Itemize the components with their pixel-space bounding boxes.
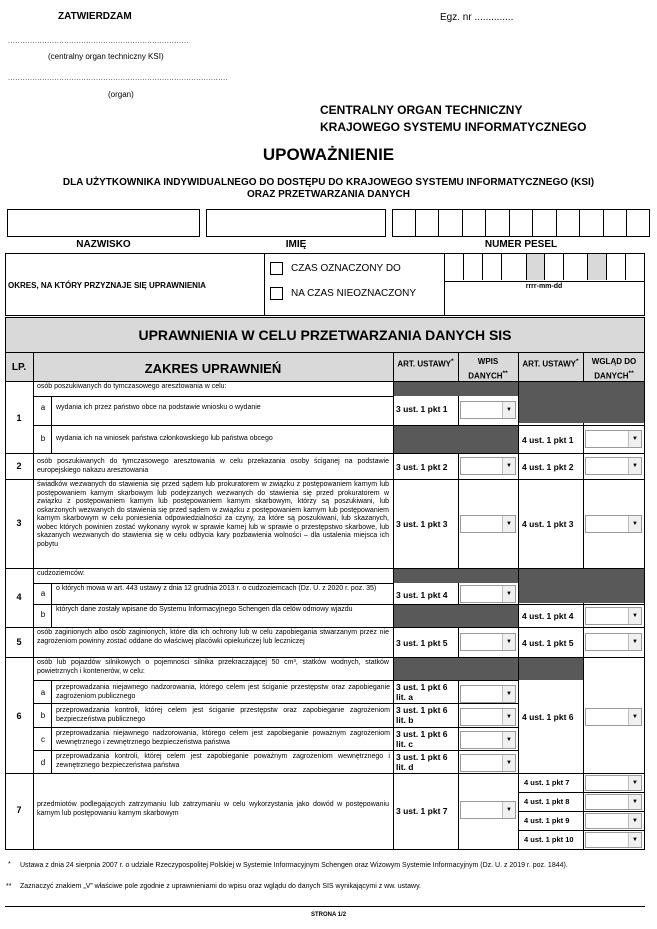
- row-7-text: przedmiotów podlegających zatrzymaniu lub zatrzymaniu w celu wykorzystania jako dowód w postępowaniu karnym lub postępowaniu karnym skarbowym: [37, 801, 389, 817]
- page-number: STRONA 1/2: [310, 912, 347, 918]
- row-7-view-dropdown-d[interactable]: [585, 832, 642, 848]
- chevron-down-icon: ▼: [502, 732, 515, 748]
- row-4a-art: 3 ust. 1 pkt 4: [396, 590, 448, 600]
- col-scope-header: ZAKRES UPRAWNIEŃ: [144, 361, 282, 376]
- row-6-letter-b: b: [40, 711, 46, 720]
- col-entry-header: WPIS DANYCH**: [468, 357, 508, 381]
- row-7-art2d: 4 ust. 1 pkt 10: [524, 835, 574, 844]
- row-3-art1: 3 ust. 1 pkt 3: [396, 519, 448, 529]
- row-6-letter-d: d: [40, 758, 46, 767]
- row-4-lp: 4: [16, 592, 22, 602]
- row-7-lp: 7: [16, 805, 22, 815]
- row-1-lp: 1: [16, 413, 22, 423]
- chevron-down-icon: ▼: [502, 634, 515, 650]
- row-2-view-dropdown[interactable]: [585, 457, 642, 475]
- row-3-view-dropdown[interactable]: [585, 515, 642, 533]
- row-1b-art: 4 ust. 1 pkt 1: [522, 435, 574, 445]
- row-7-entry-dropdown[interactable]: [460, 801, 516, 819]
- subtitle-line-1: DLA UŻYTKOWNIKA INDYWIDUALNEGO DO DOSTĘPU DO KRAJOWEGO SYSTEMU INFORMATYCZNEGO (KSI): [62, 177, 595, 188]
- chevron-down-icon: ▼: [628, 795, 641, 809]
- row-6d-text: przeprowadzania kontroli, której celem jest zapobieganie poważnym zagrożeniom wewnętrznego i zewnętrznego bezpieczeństwa państwa: [56, 753, 390, 769]
- row-7-view-dropdown-b[interactable]: [585, 794, 642, 810]
- copy-number: Egz. nr ..............: [440, 12, 514, 23]
- row-6a-entry-dropdown[interactable]: [460, 685, 516, 703]
- row-6b-art: 3 ust. 1 pkt 6 lit. b: [396, 705, 448, 725]
- row-2-art1: 3 ust. 1 pkt 2: [396, 462, 448, 472]
- fixed-term-checkbox[interactable]: [270, 262, 283, 275]
- row-7-art2a: 4 ust. 1 pkt 7: [524, 778, 570, 787]
- row-4a-text: o których mowa w art. 443 ustawy z dnia 12 grudnia 2013 r. o cudzoziemcach (Dz. U. z 2020 r. poz. 35): [56, 585, 377, 592]
- row-6d-entry-dropdown[interactable]: [460, 754, 516, 772]
- caption-organ: (organ): [108, 90, 134, 99]
- row-4a-entry-dropdown[interactable]: [460, 585, 516, 603]
- row-6b-text: przeprowadzania kontroli, której celem jest ściganie przestępstw oraz zapobieganie zagrożeniom bezpieczeństwa publicznego: [56, 707, 390, 723]
- surname-field[interactable]: [7, 209, 200, 237]
- approve-label: ZATWIERDZAM: [58, 11, 132, 22]
- row-6-lp: 6: [16, 711, 22, 721]
- row-5-lp: 5: [16, 637, 22, 647]
- chevron-down-icon: ▼: [502, 402, 515, 418]
- dots-line-2: ..........................................................................................: [8, 75, 229, 82]
- footnote-2: Zaznaczyć znakiem „V” właściwe pole zgodnie z uprawnieniami do wpisu oraz wglądu do danych SIS wynikającymi z ww. ustawy.: [20, 883, 421, 890]
- row-4b-text: których dane zostały wpisane do Systemu Informacyjnego Schengen dla celów odmowy wjazdu: [56, 606, 353, 613]
- row-2-entry-dropdown[interactable]: [460, 457, 516, 475]
- row-2-lp: 2: [16, 461, 22, 471]
- fixed-term-label: CZAS OZNACZONY DO: [291, 263, 401, 274]
- col-art2-header: ART. USTAWY*: [522, 358, 579, 369]
- name-field[interactable]: [206, 209, 386, 237]
- document-title: UPOWAŻNIENIE: [262, 145, 395, 164]
- chevron-down-icon: ▼: [502, 516, 515, 532]
- row-6-text: osób lub pojazdów silnikowych o pojemności silnika przekraczającej 50 cm³, statków wodnych, statków powietrznych i kontenerów, w celu:: [37, 659, 389, 675]
- row-3-lp: 3: [16, 518, 22, 528]
- row-6c-art: 3 ust. 1 pkt 6 lit. c: [396, 729, 448, 749]
- row-6b-entry-dropdown[interactable]: [460, 708, 516, 726]
- row-1b-text: wydania ich na wniosek państwa członkowskiego lub państwa obcego: [56, 435, 273, 442]
- row-3-art2: 4 ust. 1 pkt 3: [522, 519, 574, 529]
- row-4b-view-dropdown[interactable]: [585, 607, 642, 625]
- table-title: UPRAWNIENIA W CELU PRZETWARZANIA DANYCH SIS: [138, 327, 512, 343]
- caption-central-organ: (centralny organ techniczny KSI): [48, 52, 164, 61]
- col-view-header: WGLĄD DO DANYCH**: [591, 357, 637, 381]
- row-5-view-dropdown[interactable]: [585, 633, 642, 651]
- chevron-down-icon: ▼: [628, 709, 641, 725]
- col-lp-header: LP.: [11, 362, 27, 373]
- chevron-down-icon: ▼: [502, 802, 515, 818]
- chevron-down-icon: ▼: [502, 709, 515, 725]
- row-2-text: osób poszukiwanych do tymczasowego aresztowania w celu przekazania osoby ściganej na podstawie europejskiego nakazu aresztowania: [37, 458, 389, 474]
- row-1-text: osób poszukiwanych do tymczasowego aresztowania w celu:: [37, 383, 227, 390]
- row-6-art2: 4 ust. 1 pkt 6: [522, 712, 574, 722]
- row-3-entry-dropdown[interactable]: [460, 515, 516, 533]
- row-1a-text: wydania ich przez państwo obce na podstawie wniosku o wydanie: [56, 404, 261, 411]
- row-5-entry-dropdown[interactable]: [460, 633, 516, 651]
- row-5-text: osób zaginionych albo osób zaginionych, które dla ich ochrony lub w celu zapobiegania stwarzanym przez nie zagrożeniom powinny zostać oddane do właściwej placówki opiekuńczej lub leczniczej: [37, 629, 389, 645]
- row-7-art2b: 4 ust. 1 pkt 8: [524, 797, 570, 806]
- period-label: OKRES, NA KTÓRY PRZYZNAJE SIĘ UPRAWNIENIA: [8, 281, 206, 290]
- footnote-1-mark: *: [8, 861, 11, 868]
- org-line-1: CENTRALNY ORGAN TECHNICZNY: [320, 103, 523, 117]
- row-1a-entry-dropdown[interactable]: [460, 401, 516, 419]
- chevron-down-icon: ▼: [502, 755, 515, 771]
- row-6-letter-c: c: [41, 735, 45, 744]
- row-6c-text: przeprowadzania niejawnego nadzorowania, którego celem jest zapobieganie poważnym zagrożeniom wewnętrznego i zewnętrznego bezpieczeństwa państwa: [56, 730, 390, 746]
- row-4-text: cudzoziemców:: [37, 570, 85, 577]
- chevron-down-icon: ▼: [502, 458, 515, 474]
- row-4-letter-b: b: [40, 610, 46, 619]
- chevron-down-icon: ▼: [628, 814, 641, 828]
- row-1b-view-dropdown[interactable]: [585, 430, 642, 448]
- indefinite-checkbox[interactable]: [270, 287, 283, 300]
- row-4-letter-a: a: [40, 589, 46, 598]
- row-4b-art: 4 ust. 1 pkt 4: [522, 611, 574, 621]
- name-label: IMIĘ: [285, 239, 307, 250]
- dots-line-1: ..........................................................................: [8, 38, 189, 45]
- footnote-1: Ustawa z dnia 24 sierpnia 2007 r. o udziale Rzeczypospolitej Polskiej w Systemie Informacyjnym Schengen oraz Wizowym Systemie Informacyjnym (Dz. U. z 2019 r. poz. 1844).: [20, 862, 568, 869]
- chevron-down-icon: ▼: [502, 586, 515, 602]
- org-line-2: KRAJOWEGO SYSTEMU INFORMATYCZNEGO: [320, 120, 587, 134]
- date-format-hint: rrrr-mm-dd: [525, 283, 563, 290]
- row-7-art2c: 4 ust. 1 pkt 9: [524, 816, 570, 825]
- row-2-art2: 4 ust. 1 pkt 2: [522, 462, 574, 472]
- row-5-art2: 4 ust. 1 pkt 5: [522, 638, 574, 648]
- chevron-down-icon: ▼: [628, 833, 641, 847]
- pesel-label: NUMER PESEL: [484, 239, 558, 250]
- row-7-art1: 3 ust. 1 pkt 7: [396, 806, 448, 816]
- chevron-down-icon: ▼: [502, 686, 515, 702]
- chevron-down-icon: ▼: [628, 608, 641, 624]
- row-1a-art: 3 ust. 1 pkt 1: [396, 404, 448, 414]
- row-7-view-dropdown-c[interactable]: [585, 813, 642, 829]
- row-3-text: świadków wezwanych do stawienia się przed sądem lub prokuratorem w związku z postępowaniem karnym lub postępowaniem karnym skarbowym lub podejrzanych wezwanych do stawienia się przed prokuratorem w związku z postępowaniem karnym lub postępowaniem karnym skarbowym, którzy są poszukiwani, lub oskarżonych wezwanych do stawienia się przed sądem w związku z postępowaniem karnym lub postępowaniem karnym skarbowym w celu poniesienia odpowiedzialności za czyny, za które są poszukiwani, lub skazanych, wobec których powinien zostać wykonany wyrok w sprawie karnej lub w sprawie o przestępstwo skarbowe, lub skazanych wezwanych do stawienia się w celu odbycia kary pozbawienia wolności – dla ustalenia miejsca ich pobytu: [37, 481, 389, 548]
- chevron-down-icon: ▼: [628, 431, 641, 447]
- pesel-field[interactable]: [392, 209, 650, 237]
- chevron-down-icon: ▼: [628, 458, 641, 474]
- subtitle-line-2: ORAZ PRZETWARZANIA DANYCH: [247, 189, 410, 200]
- row-6-letter-a: a: [40, 688, 46, 697]
- surname-label: NAZWISKO: [76, 239, 131, 250]
- row-6a-text: przeprowadzania niejawnego nadzorowania, którego celem jest ściganie przestępstw oraz zapobieganie zagrożeniom publicznego: [56, 684, 390, 700]
- date-input[interactable]: [444, 254, 644, 280]
- indefinite-label: NA CZAS NIEOZNACZONY: [291, 288, 417, 299]
- row-7-view-dropdown-a[interactable]: [585, 775, 642, 791]
- row-5-art1: 3 ust. 1 pkt 5: [396, 638, 448, 648]
- footnote-2-mark: **: [6, 883, 12, 890]
- row-6-view-dropdown[interactable]: [585, 708, 642, 726]
- row-6c-entry-dropdown[interactable]: [460, 731, 516, 749]
- chevron-down-icon: ▼: [628, 516, 641, 532]
- chevron-down-icon: ▼: [628, 776, 641, 790]
- chevron-down-icon: ▼: [628, 634, 641, 650]
- row-6d-art: 3 ust. 1 pkt 6 lit. d: [396, 752, 448, 772]
- col-art1-header: ART. USTAWY*: [397, 358, 454, 369]
- row-1-letter-a: a: [40, 403, 46, 412]
- row-1-letter-b: b: [40, 434, 46, 443]
- row-6a-art: 3 ust. 1 pkt 6 lit. a: [396, 682, 448, 702]
